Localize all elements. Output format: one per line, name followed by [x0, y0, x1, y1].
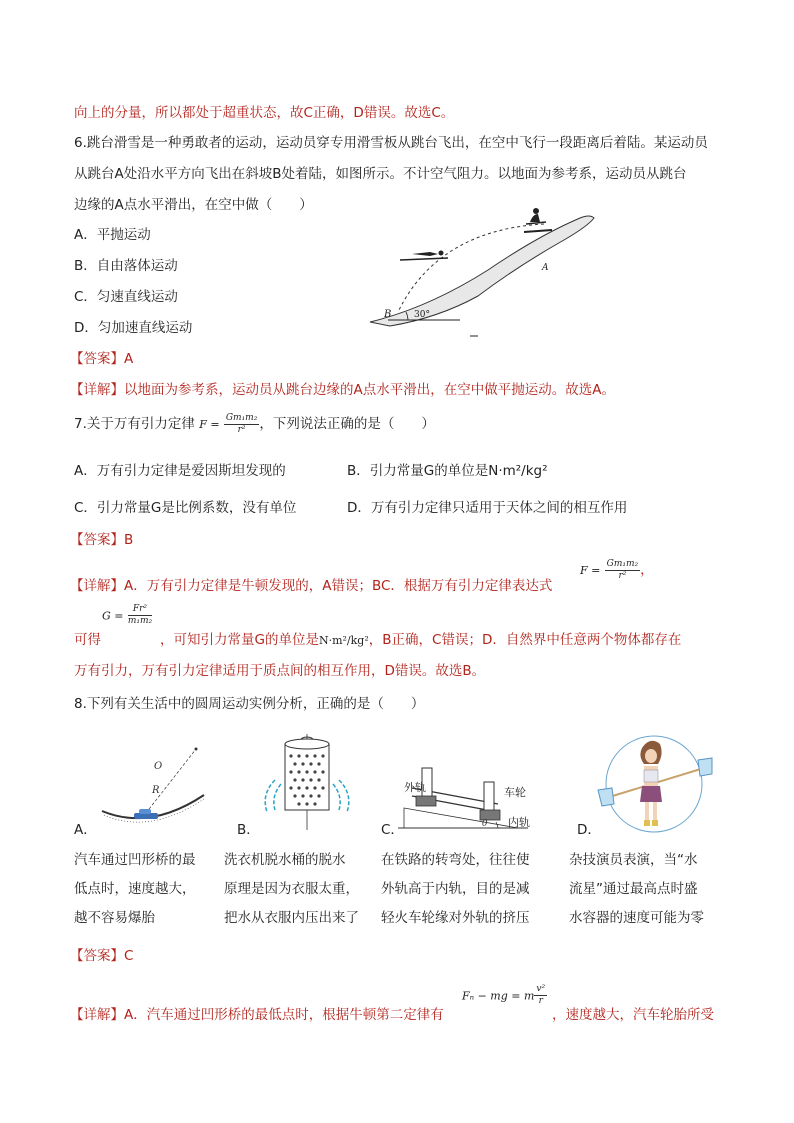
ski-jump-figure [368, 200, 598, 340]
q8-caption-a-2: 低点时，速度越大， [74, 881, 196, 897]
q7-formula-lhs: F = [199, 418, 220, 431]
q6-detail [70, 378, 615, 398]
point-a-label: A [542, 263, 549, 273]
q8-caption-a-3: 越不容易爆胎 [74, 910, 155, 926]
point-b-label: B [384, 309, 392, 320]
q6-answer [70, 347, 133, 367]
q8-caption-b [224, 846, 359, 933]
q7-formula-fraction [224, 413, 259, 436]
q7-g-fraction [128, 604, 152, 627]
q7-option-b: B．引力常量G的单位是N·m²/kg² [347, 463, 548, 479]
car-icon [134, 809, 158, 819]
q8-caption-c [381, 846, 530, 933]
q8-detail-a: A．汽车通过凹形桥的最低点时，根据牛顿第二定律有 [124, 1007, 444, 1023]
q7-stem-before: 7.关于万有引力定律 [74, 416, 195, 432]
q7-detail-unit: N·m²/kg² [318, 634, 369, 647]
spin-dryer-figure [255, 732, 360, 832]
q7-stem-after: ，下列说法正确的是（ ） [259, 416, 435, 432]
q7-detail-formula [580, 558, 654, 582]
q8-formula-fraction [534, 984, 547, 1007]
q7-formula-num: Gm₁m₂ [225, 412, 258, 423]
theta-label: θ [482, 819, 488, 829]
q8-detail-line-1b: ，速度越大，汽车轮胎所受 [552, 1007, 714, 1023]
concave-bridge-figure [96, 745, 211, 830]
q8-caption-d [569, 846, 704, 933]
q8-formula-num: v² [536, 984, 546, 994]
q8-caption-d-1: 杂技演员表演，当“水 [569, 852, 698, 868]
q8-formula-den: r [538, 996, 543, 1006]
q6-stem-line-2: 从跳台A处沿水平方向飞出在斜坡B处着陆，如图所示。不计空气阻力。以地面为参考系，运动员从跳台 [74, 166, 687, 182]
q8-formula-text: Fₙ − mg = m [462, 989, 535, 1003]
q6-option-b: B．自由落体运动 [74, 258, 178, 274]
q7-g-formula [102, 604, 152, 627]
q8-caption-c-2: 外轨高于内轨，目的是减 [381, 881, 530, 897]
q7-option-d: D．万有引力定律只适用于天体之间的相互作用 [347, 500, 628, 516]
answer-tag: 【答案】 [70, 532, 124, 548]
q8-caption-d-3: 水容器的速度可能为零 [569, 910, 704, 926]
q6-stem-line-3: 边缘的A点水平滑出，在空中做（ ） [74, 197, 313, 213]
cup-left-icon [598, 788, 614, 806]
q7-detail-den: r² [618, 570, 627, 581]
q7-detail-2c: ，B正确，C错误；D．自然界中任意两个物体都存在 [368, 632, 682, 648]
q7-detail-2a: 可得 [74, 632, 101, 648]
detail-tag: 【详解】 [70, 1007, 124, 1023]
q7-detail-line-2 [74, 628, 101, 648]
fig-r-label: R [152, 785, 160, 796]
q7-detail-line-3: 万有引力，万有引力定律适用于质点间的相互作用，D错误。故选B。 [74, 663, 486, 679]
q6-detail-text: 以地面为参考系，运动员从跳台边缘的A点水平滑出，在空中做平抛运动。故选A。 [124, 382, 615, 398]
q7-g-den: m₁m₂ [127, 616, 153, 626]
q6-option-a: A．平抛运动 [74, 227, 151, 243]
q8-stem: 8.下列有关生活中的圆周运动实例分析，正确的是（ ） [74, 696, 425, 712]
angle-label: 30° [414, 310, 430, 320]
q7-g-num: Fr² [128, 604, 152, 616]
wheel-label: 车轮 [504, 786, 526, 799]
q8-caption-b-1: 洗衣机脱水桶的脱水 [224, 852, 346, 868]
q7-stem [74, 412, 435, 436]
fig-o-label: O [154, 761, 163, 772]
q6-option-d: D．匀加速直线运动 [74, 320, 193, 336]
skier-icon [526, 208, 546, 224]
q8-letter-d: D． [577, 822, 601, 838]
q7-detail-comma: ， [640, 562, 654, 578]
q7-option-c: C．引力常量G是比例系数，没有单位 [74, 500, 297, 516]
inner-rail-label: 内轨 [508, 816, 530, 829]
q6-answer-value: A [124, 351, 134, 367]
q8-detail-formula [462, 984, 547, 1007]
outer-rail-label: 外轨 [404, 781, 426, 794]
q7-formula-den: r² [237, 424, 246, 435]
performer-figure [640, 741, 662, 826]
q8-caption-d-2: 流星”通过最高点时盛 [569, 881, 698, 897]
cup-right-icon [698, 758, 712, 776]
q7-answer [70, 528, 133, 548]
detail-tag: 【详解】 [70, 578, 124, 594]
q7-detail-num: Gm₁m₂ [606, 558, 639, 569]
q8-caption-a [74, 846, 196, 933]
q8-caption-c-1: 在铁路的转弯处，往往使 [381, 852, 530, 868]
q8-letter-a: A． [74, 822, 97, 838]
q7-detail-fraction [605, 559, 640, 582]
q8-caption-a-1: 汽车通过凹形桥的最 [74, 852, 196, 868]
q7-option-a: A．万有引力定律是爱因斯坦发现的 [74, 463, 286, 479]
answer-tag: 【答案】 [70, 351, 124, 367]
q8-answer [70, 944, 133, 964]
q7-detail-formula-lhs: F = [580, 564, 601, 577]
q7-detail-line-1 [70, 574, 552, 594]
q7-detail-1: A．万有引力定律是牛顿发现的，A错误；BC．根据万有引力定律表达式 [124, 578, 553, 594]
q7-g-lhs: G = [102, 609, 124, 623]
prev-explanation-line: 向上的分量，所以都处于超重状态，故C正确，D错误。故选C。 [74, 105, 455, 121]
water-meteor-figure [594, 732, 714, 837]
q6-option-c: C．匀速直线运动 [74, 289, 178, 305]
q8-answer-value: C [124, 948, 134, 964]
flying-skier-icon [400, 251, 448, 261]
q8-detail-line-1 [70, 1003, 444, 1023]
q8-caption-c-3: 轻火车轮缘对外轨的挤压 [381, 910, 530, 926]
detail-tag: 【详解】 [70, 382, 124, 398]
q7-answer-value: B [124, 532, 134, 548]
q8-letter-b: B． [237, 822, 260, 838]
q7-detail-line-2b [160, 628, 681, 648]
answer-tag: 【答案】 [70, 948, 124, 964]
q7-detail-2b: ，可知引力常量G的单位是 [160, 632, 319, 648]
q8-caption-b-3: 把水从衣服内压出来了 [224, 910, 359, 926]
q8-caption-b-2: 原理是因为衣服太重， [224, 881, 359, 897]
q8-letter-c: C． [381, 822, 404, 838]
q6-stem-line-1: 6.跳台滑雪是一种勇敢者的运动，运动员穿专用滑雪板从跳台飞出，在空中飞行一段距离后着陆。某运动员 [74, 135, 708, 151]
